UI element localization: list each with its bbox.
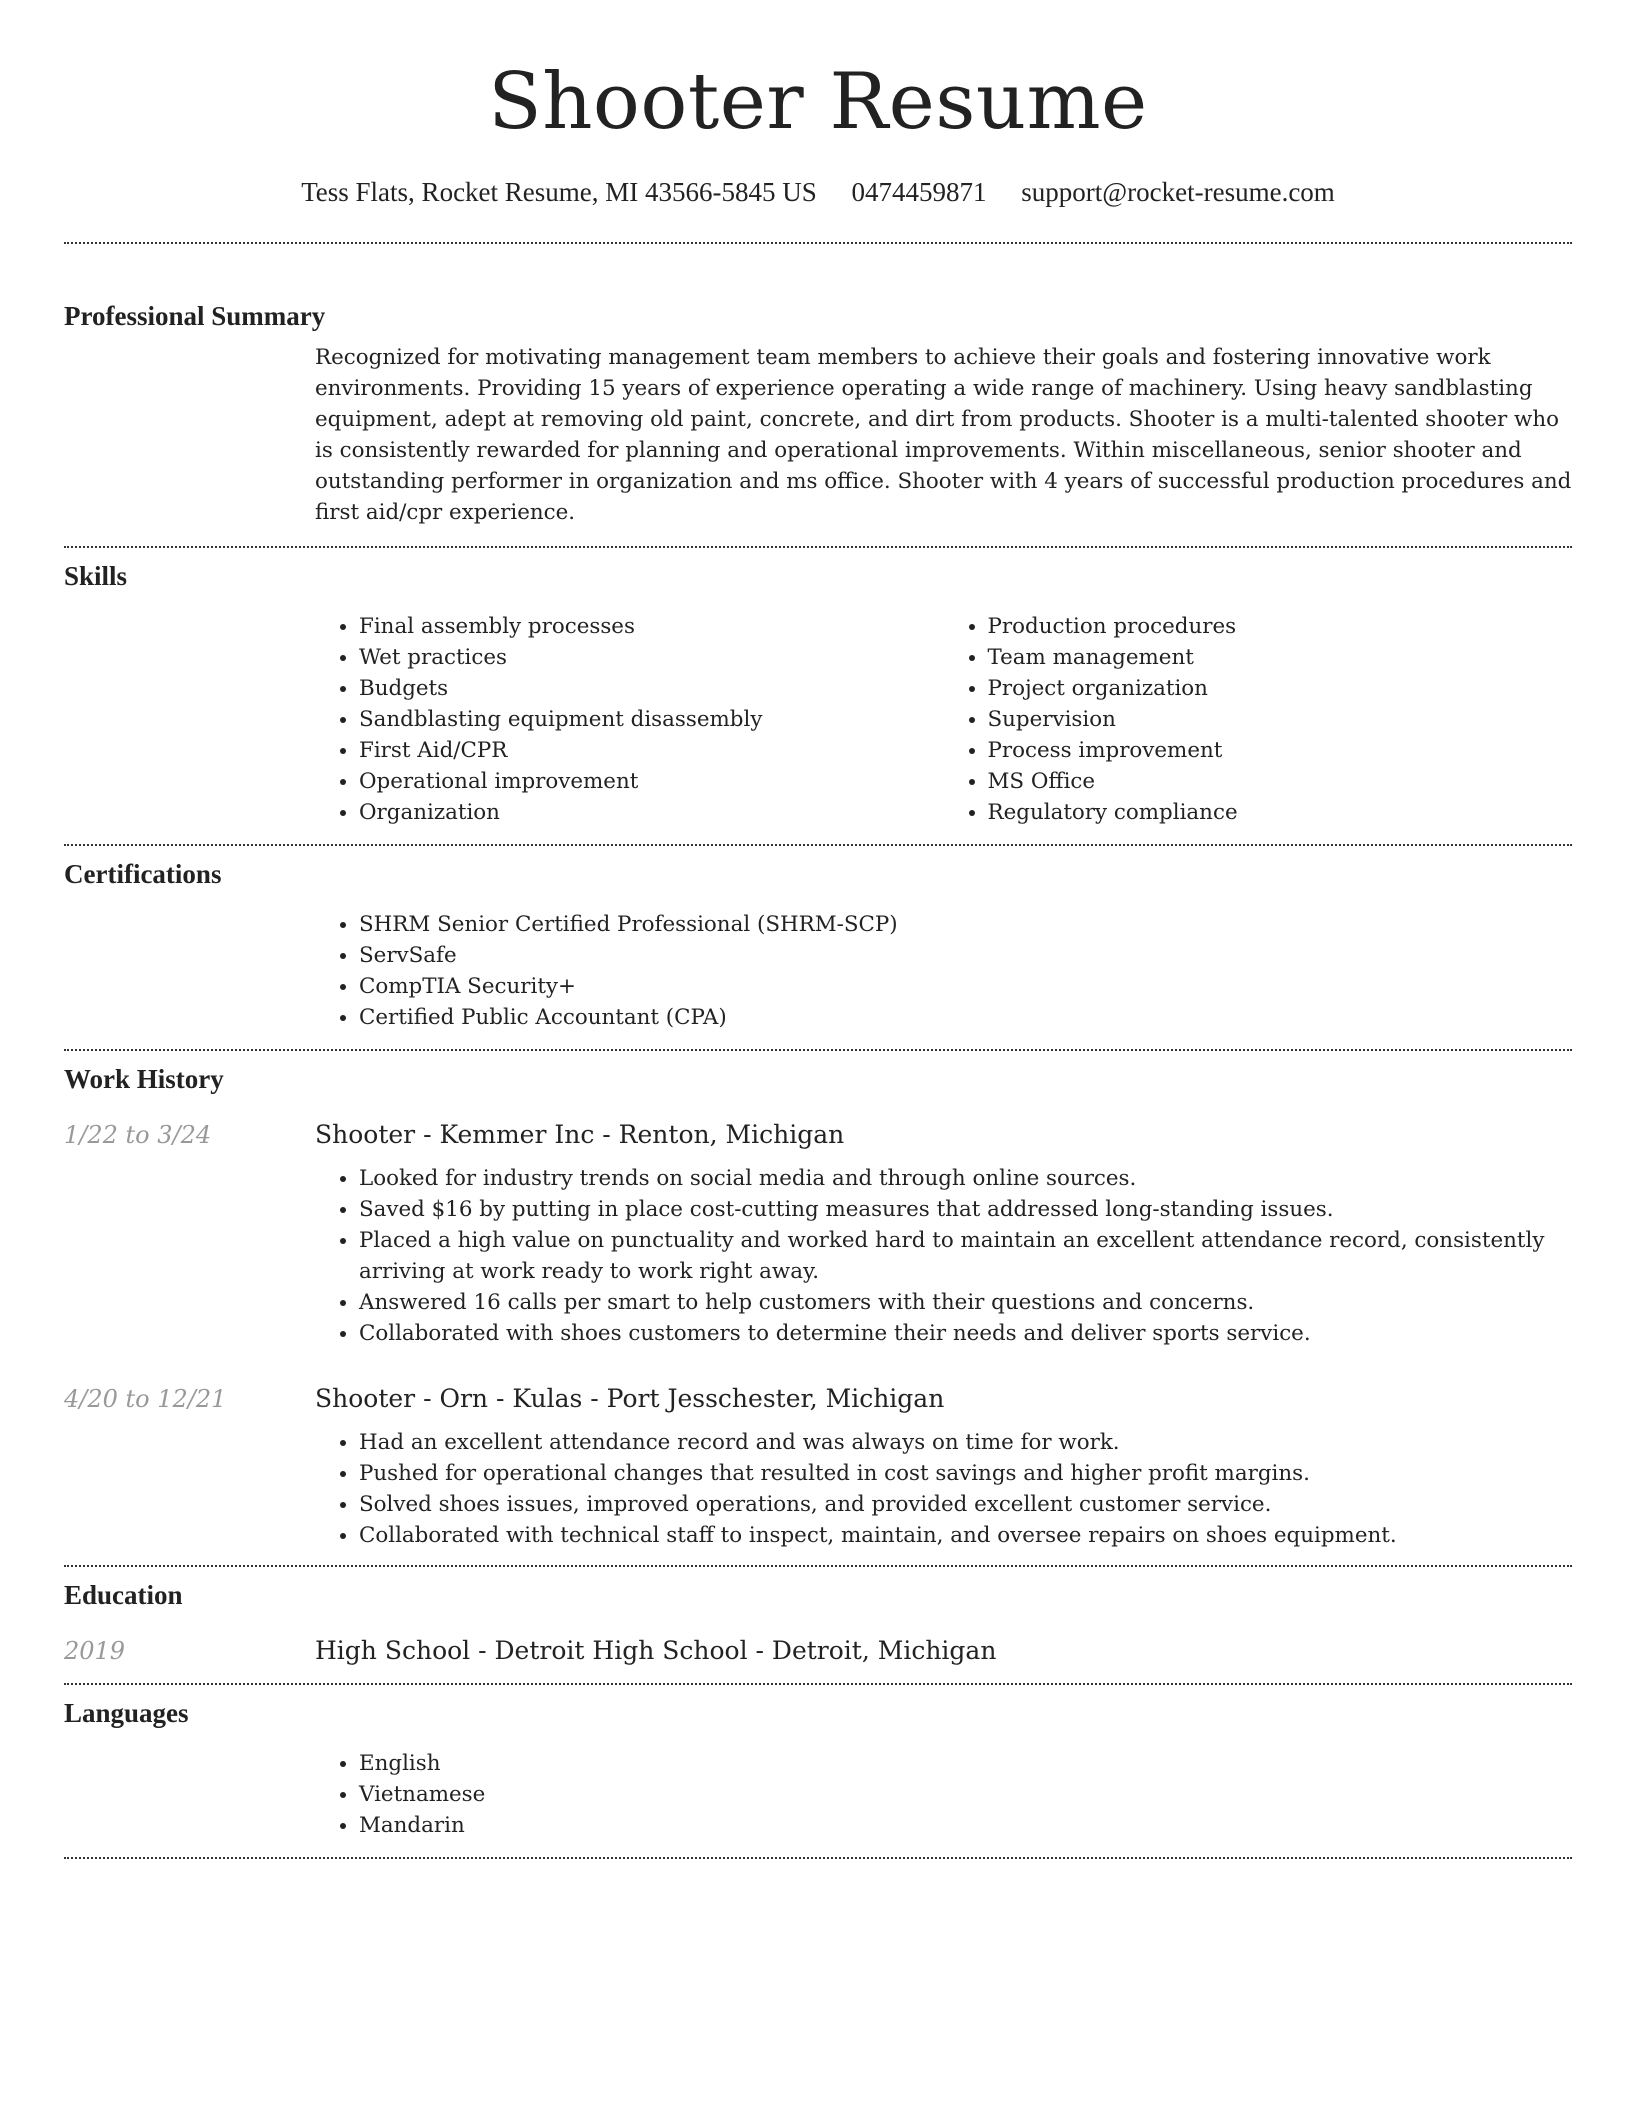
contact-address: Tess Flats, Rocket Resume, MI 43566-5845 US [301,177,817,207]
job-title: Shooter - Kemmer Inc - Renton, Michigan [315,1120,845,1149]
skill-item: • Organization [359,797,944,828]
skill-item: • Project organization [988,673,1573,704]
skill-item: • MS Office [988,766,1573,797]
job-bullets [315,1163,1572,1349]
education-title: High School - Detroit High School - Detroit, Michigan [315,1636,997,1665]
skills-list-right [944,611,1573,828]
skill-item: • Production procedures [988,611,1573,642]
education-date: 2019 [64,1637,126,1665]
skill-item: • First Aid/CPR [359,735,944,766]
contact-line [64,176,1572,208]
job-bullets [315,1427,1572,1551]
certifications-heading: Certifications [64,859,222,889]
certification-item: • Certified Public Accountant (CPA) [359,1002,1572,1033]
languages-list [315,1748,1572,1841]
job-entry-header [64,1117,1572,1153]
certifications-section [64,846,1572,1049]
skill-item: • Supervision [988,704,1573,735]
contact-phone: 0474459871 [851,177,987,207]
job-bullet: • Saved $16 by putting in place cost-cutting measures that addressed long-standing issues. [359,1194,1572,1225]
job-bullet: • Solved shoes issues, improved operations, and provided excellent customer service. [359,1489,1572,1520]
skill-item: • Process improvement [988,735,1573,766]
job-date: 4/20 to 12/21 [64,1385,227,1413]
job-date: 1/22 to 3/24 [64,1121,212,1149]
job-bullet: • Looked for industry trends on social media and through online sources. [359,1163,1572,1194]
certifications-list [315,909,1572,1033]
education-entry [64,1633,1572,1669]
skills-heading: Skills [64,561,128,591]
job-bullet: • Collaborated with shoes customers to determine their needs and deliver sports service. [359,1318,1572,1349]
job-entry-header [64,1381,1572,1417]
certification-item: • CompTIA Security+ [359,971,1572,1002]
resume-page [64,0,1572,1859]
skills-section [64,548,1572,844]
skill-item: • Sandblasting equipment disassembly [359,704,944,735]
skill-item: • Operational improvement [359,766,944,797]
certification-item: • SHRM Senior Certified Professional (SHRM-SCP) [359,909,1572,940]
job-bullet: • Pushed for operational changes that resulted in cost savings and higher profit margins. [359,1458,1572,1489]
contact-email: support@rocket-resume.com [1021,177,1335,207]
skill-item: • Final assembly processes [359,611,944,642]
skill-item: • Team management [988,642,1573,673]
languages-section [64,1685,1572,1857]
language-item: • Mandarin [359,1810,1572,1841]
education-section [64,1567,1572,1683]
language-item: • English [359,1748,1572,1779]
summary-section [64,244,1572,546]
skill-item: • Regulatory compliance [988,797,1573,828]
divider [64,1857,1572,1859]
languages-heading: Languages [64,1698,189,1728]
education-heading: Education [64,1580,183,1610]
skill-item: • Wet practices [359,642,944,673]
work-history-section [64,1051,1572,1565]
job-bullet: • Collaborated with technical staff to inspect, maintain, and oversee repairs on shoes equipment. [359,1520,1572,1551]
job-title: Shooter - Orn - Kulas - Port Jesschester, Michigan [315,1384,945,1413]
job-bullet: • Had an excellent attendance record and was always on time for work. [359,1427,1572,1458]
work-history-heading: Work History [64,1064,224,1094]
skill-item: • Budgets [359,673,944,704]
summary-heading: Professional Summary [64,301,326,331]
job-bullet: • Placed a high value on punctuality and worked hard to maintain an excellent attendance record, consistently arriving at work ready to work right away. [359,1225,1572,1287]
summary-text: Recognized for motivating management team members to achieve their goals and fostering innovative work environments. Providing 15 years of experience operating a wide range of machinery. Using heavy sandblasting equipment, adept at removing old paint, concrete, and dirt from products. Shooter is a multi-talented shooter who is consistently rewarded for planning and operational improvements. Within miscellaneous, senior shooter and outstanding performer in organization and ms office. Shooter with 4 years of successful production procedures and first aid/cpr experience. [315,345,1572,525]
job-bullet: • Answered 16 calls per smart to help customers with their questions and concerns. [359,1287,1572,1318]
resume-title: Shooter Resume [488,57,1148,147]
skills-list-left [315,611,944,828]
language-item: • Vietnamese [359,1779,1572,1810]
certification-item: • ServSafe [359,940,1572,971]
